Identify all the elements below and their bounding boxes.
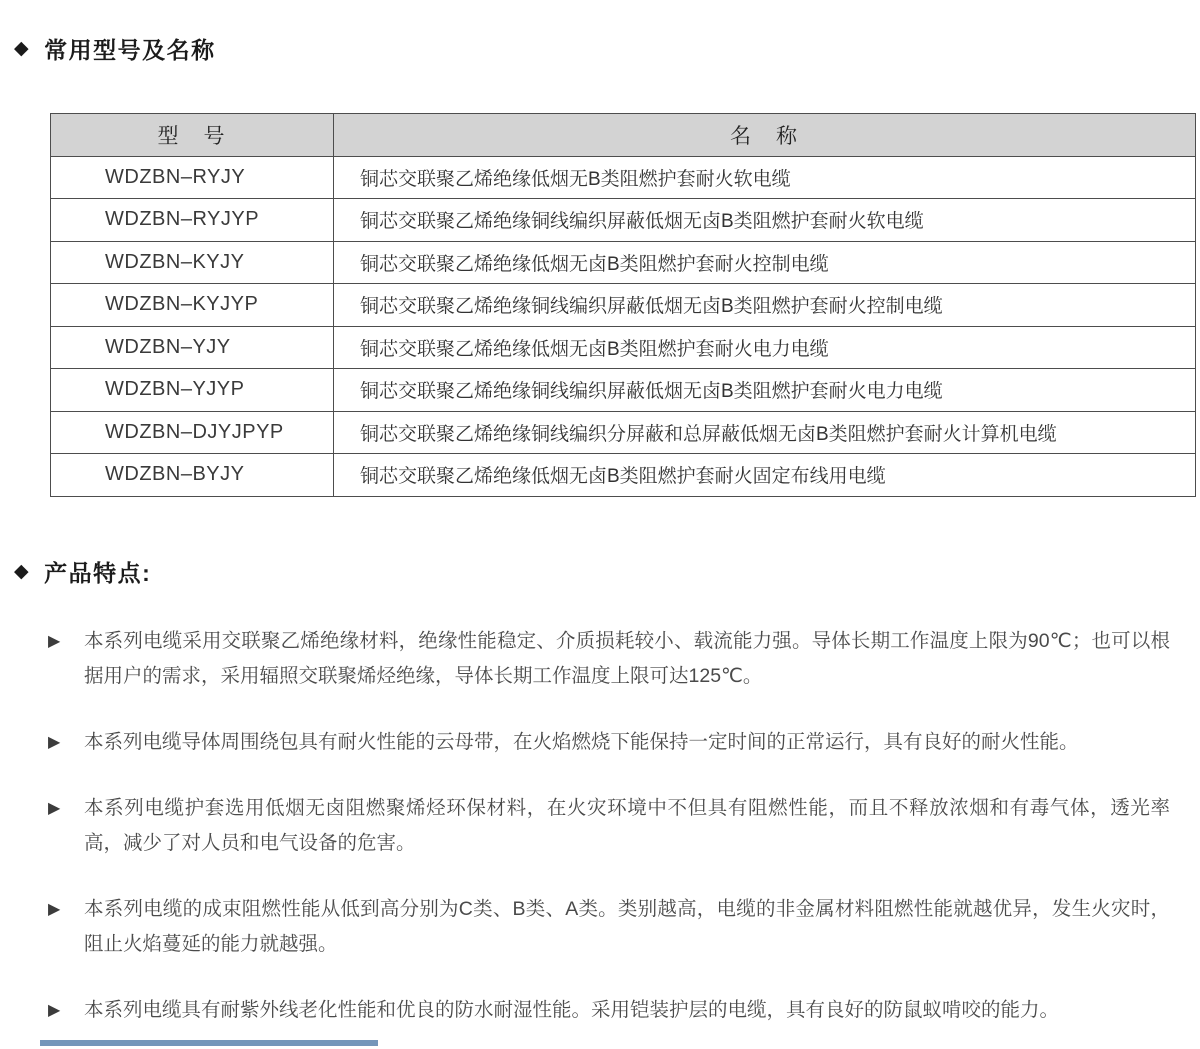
section-title-models [14,0,1200,65]
model-cell: WDZBN–KYJYP [51,284,334,327]
table-row [51,411,1196,454]
model-cell: WDZBN–RYJYP [51,199,334,242]
col-header-name: 名 称 [334,114,1196,157]
name-cell: 铜芯交联聚乙烯绝缘低烟无卤B类阻燃护套耐火控制电缆 [334,241,1196,284]
section-title-text: 产品特点: [44,559,152,586]
col-header-model: 型 号 [51,114,334,157]
model-cell: WDZBN–KYJY [51,241,334,284]
table-row [51,156,1196,199]
name-cell: 铜芯交联聚乙烯绝缘铜线编织分屏蔽和总屏蔽低烟无卤B类阻燃护套耐火计算机电缆 [334,411,1196,454]
table-header-row [51,114,1196,157]
triangle-bullet-icon: ▶ [48,632,61,650]
feature-item [48,624,1174,694]
feature-text: 本系列电缆导体周围绕包具有耐火性能的云母带，在火焰燃烧下能保持一定时间的正常运行，具有良好的耐火性能。 [84,730,1079,753]
feature-item [48,993,1174,1028]
footer-accent-bar [40,1040,378,1046]
models-table [50,113,1196,497]
diamond-icon: ◆ [14,560,31,582]
model-cell: WDZBN–BYJY [51,454,334,497]
feature-text: 本系列电缆护套选用低烟无卤阻燃聚烯烃环保材料，在火灾环境中不但具有阻燃性能，而且不释放浓烟和有毒气体，透光率高，减少了对人员和电气设备的危害。 [84,796,1170,854]
triangle-bullet-icon: ▶ [48,900,61,918]
feature-text: 本系列电缆采用交联聚乙烯绝缘材料，绝缘性能稳定、介质损耗较小、载流能力强。导体长期工作温度上限为90℃；也可以根据用户的需求，采用辐照交联聚烯烃绝缘，导体长期工作温度上限可达125℃。 [84,629,1170,687]
model-cell: WDZBN–YJY [51,326,334,369]
diamond-icon: ◆ [14,38,31,59]
feature-item [48,725,1174,760]
name-cell: 铜芯交联聚乙烯绝缘低烟无卤B类阻燃护套耐火固定布线用电缆 [334,454,1196,497]
feature-text: 本系列电缆的成束阻燃性能从低到高分别为C类、B类、A类。类别越高，电缆的非金属材料阻燃性能就越优异，发生火灾时，阻止火焰蔓延的能力就越强。 [84,897,1170,955]
table-row [51,241,1196,284]
triangle-bullet-icon: ▶ [48,1001,61,1019]
name-cell: 铜芯交联聚乙烯绝缘铜线编织屏蔽低烟无卤B类阻燃护套耐火软电缆 [334,199,1196,242]
triangle-bullet-icon: ▶ [48,733,61,751]
table-row [51,369,1196,412]
name-cell: 铜芯交联聚乙烯绝缘铜线编织屏蔽低烟无卤B类阻燃护套耐火控制电缆 [334,284,1196,327]
model-cell: WDZBN–YJYP [51,369,334,412]
name-cell: 铜芯交联聚乙烯绝缘低烟无B类阻燃护套耐火软电缆 [334,156,1196,199]
section-title-text: 常用型号及名称 [44,37,216,63]
table-row [51,326,1196,369]
name-cell: 铜芯交联聚乙烯绝缘铜线编织屏蔽低烟无卤B类阻燃护套耐火电力电缆 [334,369,1196,412]
table-row [51,199,1196,242]
table-row [51,284,1196,327]
model-cell: WDZBN–RYJY [51,156,334,199]
feature-item [48,892,1174,962]
features-list [48,624,1174,1028]
feature-text: 本系列电缆具有耐紫外线老化性能和优良的防水耐湿性能。采用铠装护层的电缆，具有良好的防鼠蚁啃咬的能力。 [84,998,1060,1021]
feature-item [48,791,1174,861]
triangle-bullet-icon: ▶ [48,799,61,817]
model-cell: WDZBN–DJYJPYP [51,411,334,454]
table-row [51,454,1196,497]
section-title-features [14,555,1200,588]
name-cell: 铜芯交联聚乙烯绝缘低烟无卤B类阻燃护套耐火电力电缆 [334,326,1196,369]
